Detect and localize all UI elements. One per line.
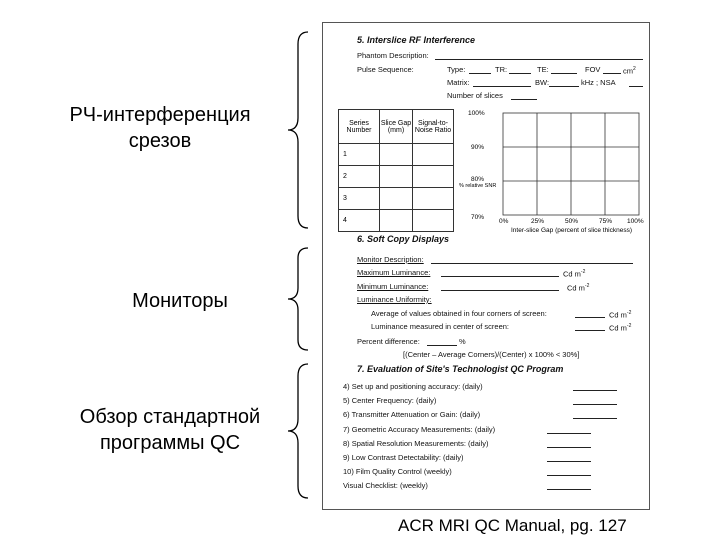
source-caption: ACR MRI QC Manual, pg. 127: [398, 516, 627, 535]
type-label: Type:: [447, 65, 466, 74]
header-snr: Signal-to-Noise Ratio: [413, 110, 454, 144]
label-monitors: Мониторы: [132, 290, 228, 312]
qc-item-8: 8) Spatial Resolution Measurements: (daily): [343, 439, 489, 448]
label-qc-program: Обзор стандартной программы QC: [79, 406, 261, 454]
te-label: TE:: [537, 65, 549, 74]
fov-label: FOV: [585, 65, 601, 74]
avg-unit-exponent: -2: [626, 310, 632, 316]
y-tick-80: 80%: [471, 176, 485, 183]
qc-item-5: 5) Center Frequency: (daily): [343, 396, 437, 405]
bw-label: BW:: [535, 78, 550, 87]
qc-line-8: [547, 447, 591, 448]
center-unit-exponent: -2: [626, 323, 632, 329]
qc-form-page: [322, 22, 650, 510]
avg-corners-line: [575, 317, 605, 318]
number-of-slices-line: [511, 99, 537, 100]
min-luminance-unit: Cd $m^{-2}$: [567, 283, 590, 293]
snr-chart: [459, 109, 647, 237]
qc-line-9: [547, 461, 591, 462]
uniformity-formula: [(Center – Average Corners)/(Center) x 100% < 30%]: [403, 350, 580, 359]
x-tick-75: 75%: [599, 218, 613, 225]
center-luminance-line: [575, 330, 605, 331]
percent-difference-label: Percent difference:: [357, 337, 420, 346]
fov-line: [603, 73, 621, 74]
y-axis-label: % relative SNR: [459, 183, 497, 189]
cell-snr-1: [413, 144, 454, 166]
qc-line-visual-checklist: [547, 489, 591, 490]
fov-unit-exponent: 2: [633, 66, 636, 72]
qc-item-6: 6) Transmitter Attenuation or Gain: (daily): [343, 410, 481, 419]
avg-corners-label: Average of values obtained in four corners of screen:: [371, 309, 547, 318]
tr-line: [509, 73, 531, 74]
row-series-4: 4: [339, 210, 380, 232]
phantom-description-line: [435, 59, 643, 60]
qc-item-visual-checklist: Visual Checklist: (weekly): [343, 481, 428, 490]
center-luminance-unit: Cd $m^{-2}$: [609, 323, 632, 333]
max-luminance-unit: Cd $m^{-2}$: [563, 269, 586, 279]
max-luminance-line: [441, 276, 559, 277]
cell-snr-3: [413, 188, 454, 210]
cell-gap-4: [380, 210, 413, 232]
pulse-sequence-label: Pulse Sequence:: [357, 65, 414, 74]
matrix-label: Matrix:: [447, 78, 470, 87]
type-line: [469, 73, 491, 74]
nsa-line: [629, 86, 643, 87]
fov-unit: $cm^2$: [623, 66, 636, 76]
tr-label: TR:: [495, 65, 508, 74]
qc-line-6: [573, 418, 617, 419]
row-series-2: 2: [339, 166, 380, 188]
qc-line-7: [547, 433, 591, 434]
row-series-3: 3: [339, 188, 380, 210]
phantom-description-label: Phantom Description:: [357, 51, 429, 60]
luminance-uniformity-label: Luminance Uniformity:: [357, 295, 432, 304]
y-tick-90: 90%: [471, 144, 485, 151]
row-series-1: 1: [339, 144, 380, 166]
y-tick-70: 70%: [471, 214, 485, 221]
cell-gap-2: [380, 166, 413, 188]
header-slice-gap: Slice Gap (mm): [380, 110, 413, 144]
qc-line-4: [573, 390, 617, 391]
khz-nsa-label: kHz ; NSA: [581, 78, 616, 87]
chart-grid: [503, 113, 639, 215]
qc-item-7: 7) Geometric Accuracy Measurements: (daily): [343, 425, 496, 434]
qc-line-10: [547, 475, 591, 476]
label-slice-interference: РЧ-интерференция срезов: [69, 104, 251, 152]
min-luminance-label: Minimum Luminance:: [357, 282, 429, 291]
section5-title: 5. Interslice RF Interference: [357, 35, 476, 45]
section6-title: 6. Soft Copy Displays: [357, 234, 450, 244]
x-tick-0: 0%: [499, 218, 509, 225]
brace-section6: [284, 246, 314, 352]
avg-corners-unit: Cd $m^{-2}$: [609, 310, 632, 320]
x-axis-label: Inter-slice Gap (percent of slice thickness): [511, 227, 633, 234]
monitor-description-label: Monitor Description:: [357, 255, 424, 264]
matrix-line: [473, 86, 531, 87]
min-luminance-line: [441, 290, 559, 291]
max-unit-exponent: -2: [580, 269, 586, 275]
min-unit-exponent: -2: [584, 283, 590, 289]
number-of-slices-label: Number of slices: [447, 91, 503, 100]
x-tick-100: 100%: [627, 218, 644, 225]
cell-snr-4: [413, 210, 454, 232]
te-line: [551, 73, 577, 74]
monitor-description-line: [431, 263, 633, 264]
qc-line-5: [573, 404, 617, 405]
section7-title: 7. Evaluation of Site's Technologist QC Program: [357, 364, 564, 374]
qc-item-9: 9) Low Contrast Detectability: (daily): [343, 453, 464, 462]
brace-section7: [284, 362, 314, 500]
percent-sign: %: [459, 337, 466, 346]
cell-gap-3: [380, 188, 413, 210]
bw-line: [549, 86, 579, 87]
max-luminance-label: Maximum Luminance:: [357, 268, 431, 277]
cell-gap-1: [380, 144, 413, 166]
header-series-number: Series Number: [339, 110, 380, 144]
percent-difference-line: [427, 345, 457, 346]
cell-snr-2: [413, 166, 454, 188]
y-tick-100: 100%: [468, 110, 485, 117]
qc-item-4: 4) Set up and positioning accuracy: (daily): [343, 382, 483, 391]
snr-table: [338, 109, 454, 232]
x-tick-25: 25%: [531, 218, 545, 225]
center-luminance-label: Luminance measured in center of screen:: [371, 322, 509, 331]
x-tick-50: 50%: [565, 218, 579, 225]
brace-section5: [284, 30, 314, 230]
qc-item-10: 10) Film Quality Control (weekly): [343, 467, 452, 476]
